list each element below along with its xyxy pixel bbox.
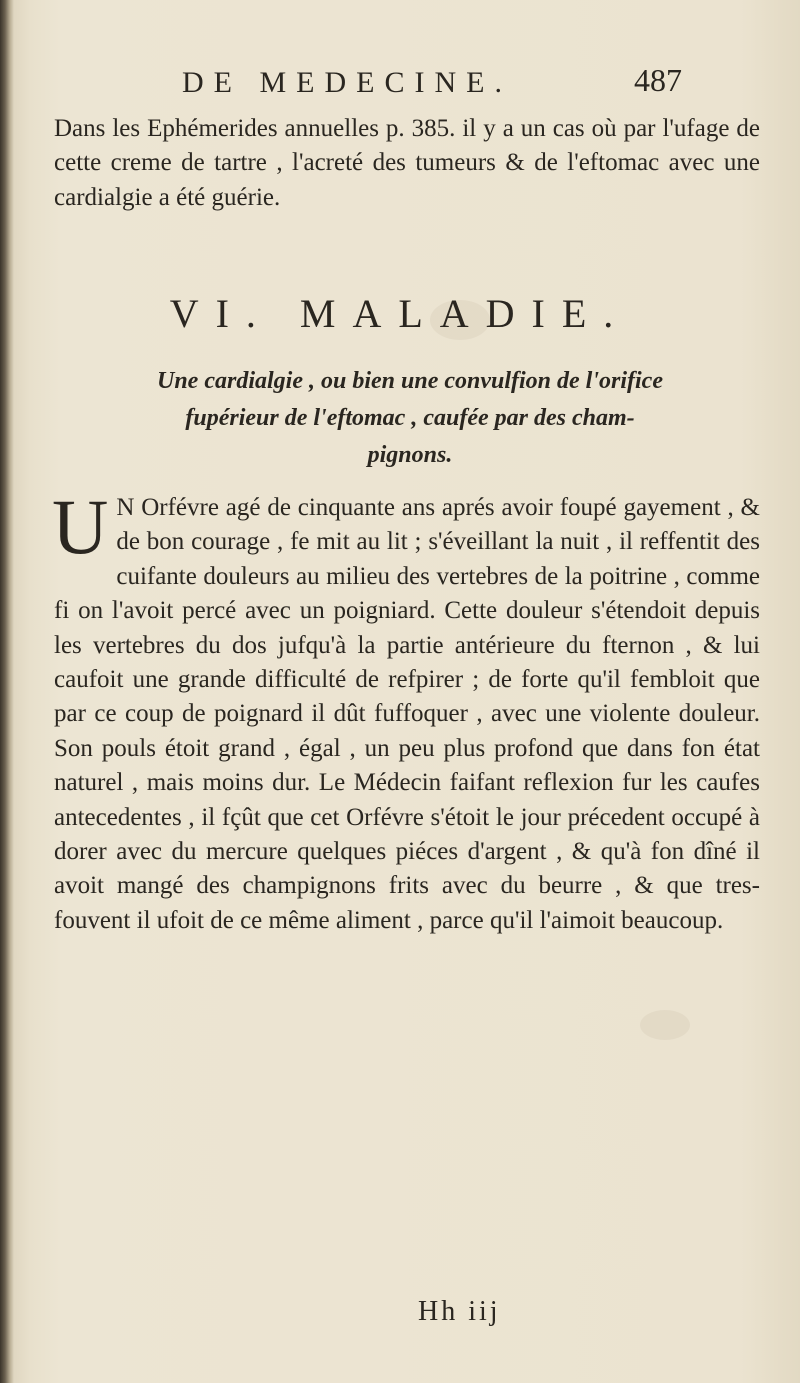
main-text: N Orfévre agé de cinquante ans aprés avoir foupé gayement , & de bon courage , fe mit au lit ; s'éveillant la nuit , il reffentit des cuifante douleurs au milieu des vertebres de la poitrine , comme fi on l'avoit percé avec un poigniard. Cette douleur s'étendoit depuis les vertebres du dos jufqu'à la partie antérieure du fternon , & lui caufoit une grande difficulté de refpirer ; de forte qu'il fembloit que par ce coup de poignard il dût fuffoquer , avec une violente douleur. Son pouls étoit grand , égal , un peu plus profond que dans fon état naturel , mais moins dur. Le Médecin faifant reflexion fur les caufes antecedentes , il fçût que cet Orfévre s'étoit le jour précedent occupé à dorer avec du mercure quelques piéces d'argent , & qu'à fon dîné il avoit mangé des champignons frits avec du beurre , & que tres-fouvent il ufoit de ce même aliment , parce qu'il l'aimoit beaucoup. (54, 494, 760, 934)
page-header (182, 62, 682, 116)
drop-cap: U (52, 483, 109, 570)
main-paragraph (52, 483, 760, 938)
intro-text: Dans les Ephémerides annuelles p. 385. il y a un cas où par l'ufage de cette creme de tartre , l'acreté des tumeurs & de l'eftomac avec une cardialgie a été guérie. (54, 115, 760, 211)
section-subtitle (60, 363, 760, 474)
section-title: VI. MALADIE. (169, 291, 631, 336)
subtitle-line: fupérieur de l'eftomac , caufée par des cham- (185, 405, 635, 431)
signature-mark: Hh iij (418, 1296, 501, 1327)
page-number: 487 (634, 62, 682, 98)
subtitle-line: Une cardialgie , ou bien une convulfion de l'orifice (157, 368, 663, 394)
running-head: DE MEDECINE. (182, 66, 512, 99)
intro-paragraph (54, 112, 760, 215)
subtitle-line: pignons. (367, 442, 453, 468)
paper-stain (640, 1010, 690, 1040)
page-gutter-shadow (0, 0, 14, 1383)
